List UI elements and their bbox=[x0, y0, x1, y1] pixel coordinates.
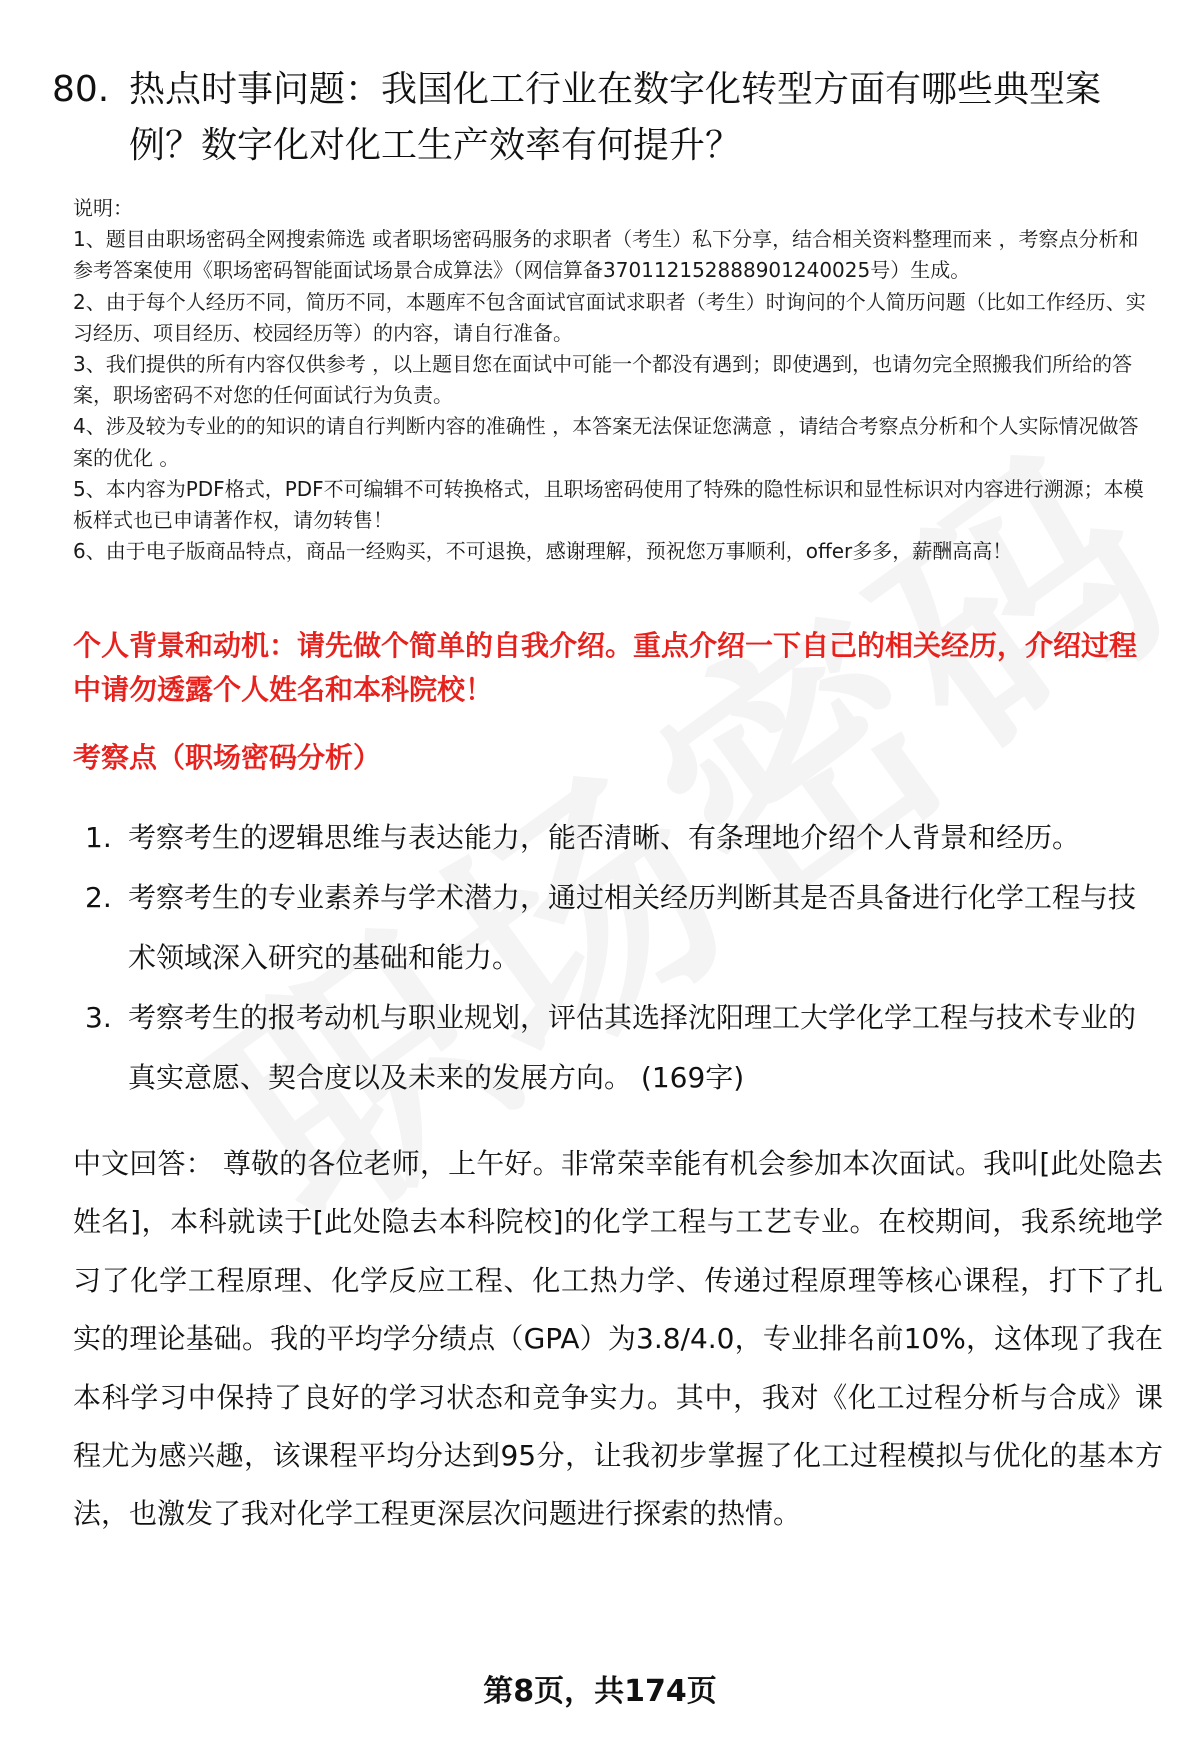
point-text: 考察考生的逻辑思维与表达能力，能否清晰、有条理地介绍个人背景和经历。 bbox=[128, 821, 1081, 854]
note-item: 3、我们提供的所有内容仅供参考 ，以上题目您在面试中可能一个都没有遇到；即使遇到，也请勿完全照搬我们所给的答案，职场密码不对您的任何面试行为负责。 bbox=[73, 352, 1133, 408]
point-number: 2. bbox=[85, 881, 112, 914]
note-item: 5、本内容为PDF格式，PDF不可编辑不可转换格式，且职场密码使用了特殊的隐性标识和显性标识对内容进行溯源；本模板样式也已申请著作权，请勿转售！ bbox=[73, 476, 1144, 533]
question-heading bbox=[52, 62, 1152, 174]
point-text: 考察考生的专业素养与学术潜力，通过相关经历判断其是否具备进行化学工程与技术领域深入研究的基础和能力。 bbox=[128, 881, 1137, 974]
question-text: 热点时事问题：我国化工行业在数字化转型方面有哪些典型案例？数字化对化工生产效率有何提升？ bbox=[129, 69, 1102, 166]
list-item bbox=[73, 808, 1163, 868]
disclaimer-notes bbox=[73, 193, 1155, 567]
page-footer: 第8页，共174页 bbox=[483, 1674, 717, 1709]
point-number: 3. bbox=[85, 1001, 112, 1034]
point-number: 1. bbox=[85, 821, 112, 854]
note-item: 2、由于每个人经历不同，简历不同，本题库不包含面试官面试求职者（考生）时询问的个人简历问题（比如工作经历、实习经历、项目经历、校园经历等）的内容，请自行准备。 bbox=[73, 289, 1146, 345]
note-item: 1、题目由职场密码全网搜索筛选 或者职场密码服务的求职者（考生）私下分享，结合相关资料整理而来 ，考察点分析和参考答案使用《职场密码智能面试场景合成算法》（网信算备370112152888901240025号）生成。 bbox=[73, 227, 1139, 283]
assessment-points bbox=[73, 808, 1163, 1108]
list-item bbox=[73, 988, 1163, 1108]
answer-paragraph: 中文回答： 尊敬的各位老师，上午好。非常荣幸能有机会参加本次面试。我叫[此处隐去姓名]，本科就读于[此处隐去本科院校]的化学工程与工艺专业。在校期间，我系统地学习了化学工程原理、化学反应工程、化工热力学、传递过程原理等核心课程，打下了扎实的理论基础。我的平均学分绩点（GPA）为3.8/4.0，专业排名前10%，这体现了我在本科学习中保持了良好的学习状态和竞争实力。其中，我对《化工过程分析与合成》课程尤为感兴趣，该课程平均分达到95分，让我初步掌握了化工过程模拟与优化的基本方法，也激发了我对化学工程更深层次问题进行探索的热情。 bbox=[73, 1147, 1163, 1531]
point-text: 考察考生的报考动机与职业规划，评估其选择沈阳理工大学化学工程与技术专业的真实意愿、契合度以及未来的发展方向。 (169字) bbox=[128, 1001, 1137, 1094]
section-subheading: 考察点（职场密码分析） bbox=[73, 741, 382, 774]
note-item: 6、由于电子版商品特点，商品一经购买，不可退换，感谢理解，预祝您万事顺利，offer多多，薪酬高高！ bbox=[73, 539, 1013, 564]
list-item bbox=[73, 868, 1163, 988]
notes-title: 说明： bbox=[73, 196, 133, 220]
note-item: 4、涉及较为专业的的知识的请自行判断内容的准确性 ，本答案无法保证您满意 ，请结合考察点分析和个人实际情况做答案的优化 。 bbox=[73, 414, 1139, 470]
question-number: 80. bbox=[52, 69, 110, 110]
section-heading: 个人背景和动机：请先做个简单的自我介绍。重点介绍一下自己的相关经历，介绍过程中请勿透露个人姓名和本科院校！ bbox=[73, 629, 1138, 706]
